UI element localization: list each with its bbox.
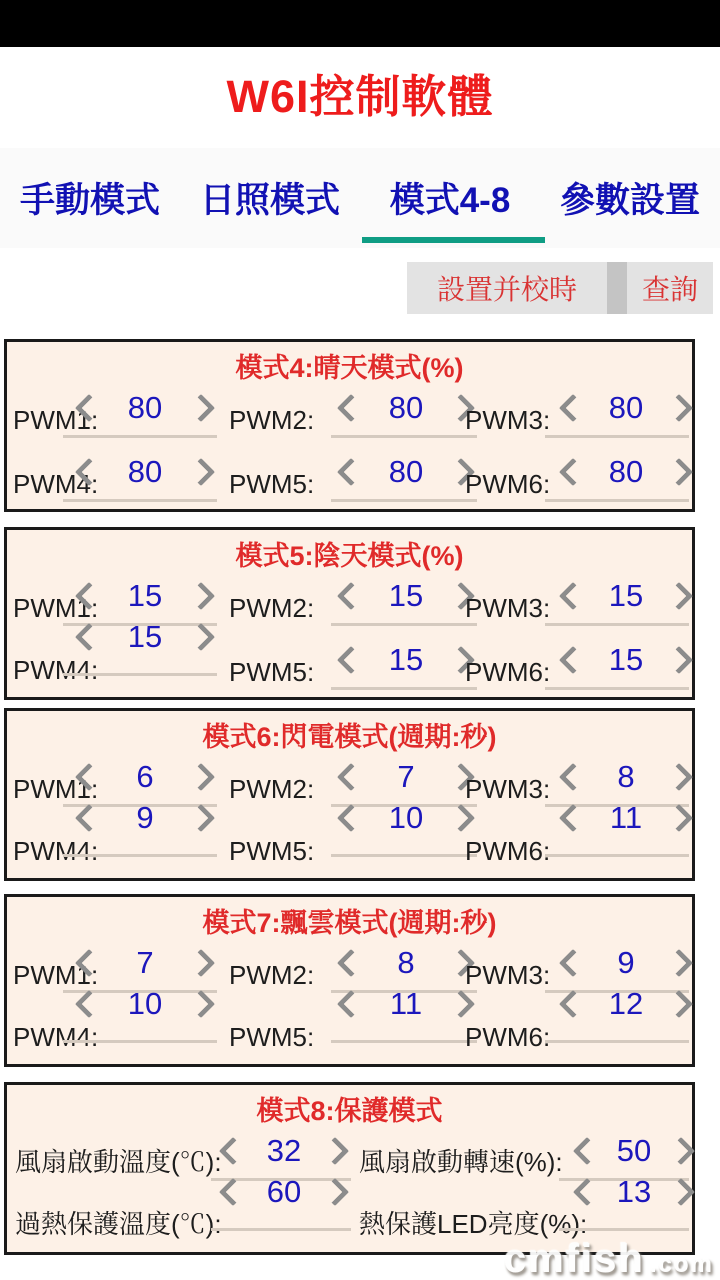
panel-title: 模式5:陰天模式(%)	[235, 541, 464, 571]
stepper-field	[457, 630, 692, 694]
stepper-field	[221, 378, 457, 442]
chevron-left-icon[interactable]	[573, 1137, 601, 1165]
tab-bar	[0, 148, 720, 248]
field-value[interactable]: 50	[616, 1133, 652, 1168]
input-underline	[545, 1040, 689, 1043]
input-underline	[545, 854, 689, 857]
panel-row	[7, 619, 692, 694]
field-value[interactable]: 10	[127, 986, 163, 1021]
input-underline	[545, 435, 689, 438]
stepper-field	[221, 800, 457, 875]
input-underline	[63, 854, 217, 857]
stepper-field	[457, 442, 692, 506]
field-label: PWM1:	[13, 960, 99, 990]
value-stepper	[223, 1134, 345, 1168]
chevron-left-icon[interactable]	[559, 582, 587, 610]
value-stepper	[79, 579, 211, 613]
mode-panel-7	[4, 894, 695, 1067]
field-label: 過熱保護溫度(℃):	[15, 1209, 222, 1239]
value-stepper	[563, 760, 689, 794]
chevron-right-icon[interactable]	[187, 582, 215, 610]
watermark	[504, 1237, 714, 1280]
value-stepper	[79, 760, 211, 794]
stepper-field	[7, 619, 221, 694]
field-label: PWM2:	[229, 405, 315, 435]
input-underline	[331, 499, 477, 502]
chevron-right-icon[interactable]	[667, 1137, 695, 1165]
value-stepper	[563, 643, 689, 677]
chevron-left-icon[interactable]	[337, 458, 365, 486]
chevron-right-icon[interactable]	[187, 394, 215, 422]
field-label: PWM2:	[229, 593, 315, 623]
value-stepper	[341, 391, 471, 425]
field-label: PWM6:	[465, 1022, 551, 1052]
field-value[interactable]: 11	[609, 800, 643, 835]
value-stepper	[79, 801, 211, 835]
field-value[interactable]: 60	[266, 1174, 302, 1209]
chevron-left-icon[interactable]	[75, 582, 103, 610]
app-title: W6I控制軟體	[226, 71, 494, 122]
field-label: PWM4:	[13, 836, 99, 866]
value-stepper	[563, 946, 689, 980]
chevron-left-icon[interactable]	[559, 646, 587, 674]
input-underline	[331, 623, 477, 626]
field-label: PWM4:	[13, 655, 99, 685]
value-stepper	[577, 1134, 691, 1168]
chevron-right-icon[interactable]	[187, 990, 215, 1018]
mode-panel-4	[4, 339, 695, 512]
field-value[interactable]: 80	[388, 390, 424, 425]
mode-panel-6	[4, 708, 695, 881]
field-value[interactable]: 11	[389, 986, 423, 1021]
mode-panel-8	[4, 1082, 695, 1255]
field-label: 風扇啟動轉速(%):	[359, 1147, 563, 1177]
chevron-left-icon[interactable]	[219, 1178, 247, 1206]
field-label: PWM3:	[465, 774, 551, 804]
stepper-field	[7, 986, 221, 1061]
field-value[interactable]: 15	[608, 642, 644, 677]
tab-sunshine-mode[interactable]: 日照模式	[199, 181, 340, 220]
input-underline	[545, 623, 689, 626]
field-value[interactable]: 80	[127, 454, 163, 489]
chevron-right-icon[interactable]	[665, 949, 693, 977]
panel-title: 模式8:保護模式	[256, 1096, 443, 1126]
field-value[interactable]: 80	[127, 390, 163, 425]
value-stepper	[563, 987, 689, 1021]
field-label: PWM5:	[229, 836, 315, 866]
value-stepper	[79, 455, 211, 489]
input-underline	[63, 499, 217, 502]
field-value[interactable]: 15	[388, 642, 424, 677]
field-label: PWM3:	[465, 960, 551, 990]
field-value[interactable]: 15	[127, 619, 163, 654]
chevron-right-icon[interactable]	[665, 458, 693, 486]
field-label: PWM6:	[465, 657, 551, 687]
field-label: PWM5:	[229, 1022, 315, 1052]
chevron-left-icon[interactable]	[559, 763, 587, 791]
stepper-field	[7, 800, 221, 875]
chevron-right-icon[interactable]	[665, 394, 693, 422]
field-label: PWM2:	[229, 774, 315, 804]
input-underline	[63, 1040, 217, 1043]
input-underline	[63, 673, 217, 676]
field-value[interactable]: 6	[136, 759, 154, 794]
panel-title: 模式7:飄雲模式(週期:秒)	[202, 908, 497, 938]
set-and-sync-time-button[interactable]: 設置并校時	[436, 274, 577, 305]
chevron-left-icon[interactable]	[75, 623, 103, 651]
chevron-right-icon[interactable]	[187, 804, 215, 832]
field-value[interactable]: 80	[388, 454, 424, 489]
chevron-left-icon[interactable]	[559, 990, 587, 1018]
status-bar	[0, 0, 720, 47]
chevron-left-icon[interactable]	[559, 949, 587, 977]
mode-panel-5	[4, 527, 695, 700]
chevron-left-icon[interactable]	[219, 1137, 247, 1165]
chevron-left-icon[interactable]	[75, 394, 103, 422]
input-underline	[545, 687, 689, 690]
query-button[interactable]: 查詢	[641, 274, 698, 305]
tab-parameter-settings[interactable]: 參數設置	[559, 181, 700, 220]
stepper-field	[7, 1174, 347, 1249]
field-label: PWM1:	[13, 405, 99, 435]
field-value[interactable]: 8	[617, 759, 635, 794]
chevron-right-icon[interactable]	[665, 582, 693, 610]
chevron-right-icon[interactable]	[665, 990, 693, 1018]
chevron-left-icon[interactable]	[573, 1178, 601, 1206]
chevron-right-icon[interactable]	[665, 763, 693, 791]
stepper-field	[457, 566, 692, 630]
value-stepper	[563, 801, 689, 835]
field-value[interactable]: 13	[616, 1174, 652, 1209]
field-value[interactable]: 80	[608, 454, 644, 489]
value-stepper	[79, 620, 211, 654]
field-label: PWM2:	[229, 960, 315, 990]
chevron-right-icon[interactable]	[187, 623, 215, 651]
chevron-left-icon[interactable]	[337, 394, 365, 422]
panel-title: 模式4:晴天模式(%)	[235, 353, 464, 383]
field-label: PWM1:	[13, 774, 99, 804]
field-label: PWM5:	[229, 469, 315, 499]
field-value[interactable]: 9	[136, 800, 154, 835]
value-stepper	[341, 579, 471, 613]
chevron-left-icon[interactable]	[337, 990, 365, 1018]
chevron-left-icon[interactable]	[75, 763, 103, 791]
field-label: PWM4:	[13, 469, 99, 499]
panel-row	[7, 986, 692, 1061]
stepper-field	[457, 986, 692, 1061]
chevron-right-icon[interactable]	[187, 763, 215, 791]
chevron-left-icon[interactable]	[559, 804, 587, 832]
chevron-left-icon[interactable]	[75, 458, 103, 486]
field-value[interactable]: 12	[608, 986, 644, 1021]
chevron-right-icon[interactable]	[321, 1178, 349, 1206]
button-divider	[607, 262, 627, 314]
field-label: PWM5:	[229, 657, 315, 687]
panel-row	[7, 378, 692, 442]
field-label: PWM3:	[465, 593, 551, 623]
panel-row	[7, 800, 692, 875]
panel-row	[7, 442, 692, 506]
field-value[interactable]: 10	[388, 800, 424, 835]
input-underline	[63, 435, 217, 438]
stepper-field	[7, 442, 221, 506]
field-label: PWM3:	[465, 405, 551, 435]
field-label: PWM1:	[13, 593, 99, 623]
input-underline	[331, 687, 477, 690]
field-label: 風扇啟動溫度(℃):	[15, 1147, 222, 1177]
value-stepper	[563, 391, 689, 425]
field-value[interactable]: 8	[397, 945, 415, 980]
input-underline	[211, 1228, 351, 1231]
input-underline	[331, 435, 477, 438]
value-stepper	[341, 455, 471, 489]
value-stepper	[79, 987, 211, 1021]
chevron-right-icon[interactable]	[665, 804, 693, 832]
field-value[interactable]: 32	[266, 1133, 302, 1168]
stepper-field	[221, 442, 457, 506]
chevron-left-icon[interactable]	[337, 804, 365, 832]
field-label: PWM4:	[13, 1022, 99, 1052]
tab-mode-4-8[interactable]: 模式4-8	[360, 148, 540, 248]
stepper-field	[221, 566, 457, 630]
field-label: PWM6:	[465, 469, 551, 499]
chevron-left-icon[interactable]	[75, 804, 103, 832]
chevron-left-icon[interactable]	[337, 582, 365, 610]
field-value[interactable]: 15	[127, 578, 163, 613]
field-value[interactable]: 7	[136, 945, 154, 980]
field-value[interactable]: 7	[397, 759, 415, 794]
value-stepper	[341, 987, 471, 1021]
stepper-field	[457, 378, 692, 442]
toolbar	[407, 262, 713, 314]
stepper-field	[457, 800, 692, 875]
tab-manual-mode[interactable]: 手動模式	[19, 181, 160, 220]
field-value[interactable]: 80	[608, 390, 644, 425]
field-label: PWM6:	[465, 836, 551, 866]
field-value[interactable]: 15	[388, 578, 424, 613]
stepper-field	[221, 986, 457, 1061]
stepper-field	[7, 378, 221, 442]
field-value[interactable]: 15	[608, 578, 644, 613]
value-stepper	[79, 391, 211, 425]
field-value[interactable]: 9	[617, 945, 635, 980]
chevron-right-icon[interactable]	[187, 949, 215, 977]
chevron-left-icon[interactable]	[559, 394, 587, 422]
chevron-right-icon[interactable]	[667, 1178, 695, 1206]
value-stepper	[577, 1175, 691, 1209]
input-underline	[331, 854, 477, 857]
chevron-left-icon[interactable]	[75, 990, 103, 1018]
input-underline	[545, 499, 689, 502]
chevron-right-icon[interactable]	[665, 646, 693, 674]
chevron-right-icon[interactable]	[321, 1137, 349, 1165]
chevron-left-icon[interactable]	[337, 949, 365, 977]
chevron-left-icon[interactable]	[559, 458, 587, 486]
stepper-field	[221, 630, 457, 694]
value-stepper	[563, 579, 689, 613]
panel-title: 模式6:閃電模式(週期:秒)	[202, 722, 497, 752]
value-stepper	[79, 946, 211, 980]
chevron-left-icon[interactable]	[75, 949, 103, 977]
value-stepper	[223, 1175, 345, 1209]
watermark-suffix: .com	[649, 1251, 714, 1278]
input-underline	[331, 1040, 477, 1043]
chevron-left-icon[interactable]	[337, 763, 365, 791]
value-stepper	[341, 946, 471, 980]
value-stepper	[341, 643, 471, 677]
chevron-right-icon[interactable]	[187, 458, 215, 486]
value-stepper	[341, 760, 471, 794]
input-underline	[559, 1228, 689, 1231]
value-stepper	[563, 455, 689, 489]
chevron-left-icon[interactable]	[337, 646, 365, 674]
watermark-main: cmfish	[504, 1237, 645, 1280]
field-label: 熱保護LED亮度(%):	[359, 1209, 588, 1239]
value-stepper	[341, 801, 471, 835]
